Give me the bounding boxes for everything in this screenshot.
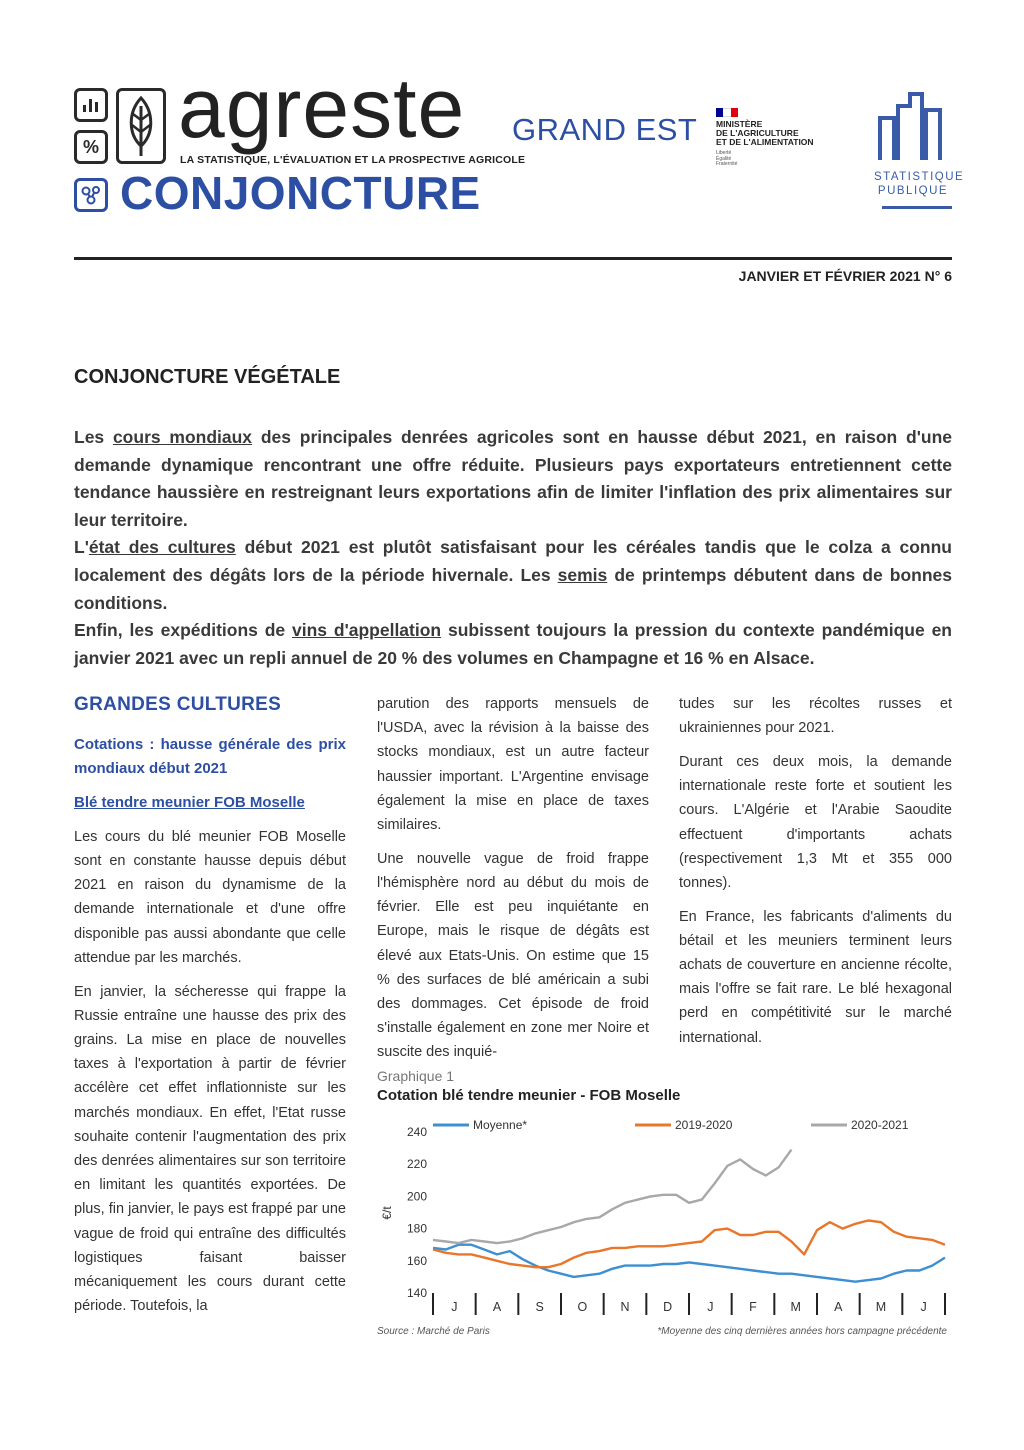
series-line-2 [433,1150,791,1243]
y-axis-label: €/t [380,1206,394,1220]
ministry-logo [716,108,846,168]
link-etat-des-cultures[interactable]: état des cultures [88,537,236,558]
leaf-icon [116,88,166,164]
paragraph: Durant ces deux mois, la demande internationale reste forte et soutient les cours. L'Algérie et l'Arabie Saoudite effectuent d'importants achats (respectivement 1,3 Mt et 355 000 tonnes). [679,753,952,891]
legend-label: Moyenne* [473,1118,528,1132]
chart-canvas [377,1108,952,1343]
paragraph: Les cours du blé meunier FOB Moselle sont en constante hausse depuis début 2021 en raison du dynamisme de la demande internationale et d'une offre disponible pas aussi abondante que celle attendue par les marchés. [74,828,346,966]
stat-pub-line-2: PUBLIQUE [877,185,949,198]
x-tick-label: D [663,1300,673,1314]
motto-liberte: Liberté [716,149,732,156]
ministry-motto [716,151,846,168]
column-1 [74,694,346,1328]
paragraph: tudes sur les récoltes russes et ukrainiennes pour 2021. [679,696,952,737]
stat-pub-line-1: STATISTIQUE [874,171,965,183]
legend-label: 2019-2020 [675,1118,733,1132]
intro-text: de printemps débutent dans de bonnes conditions. [74,564,952,613]
paragraph: En janvier, la sécheresse qui frappe la Russie entraîne une hausse des prix des grains. La mise en place de nouvelles taxes à l'exportation à partir de février accélère cet effet inflationniste sur les marchés mondiaux. En effet, l'Etat russe souhaite contenir l'augmentation des prix des denrées alimentaires sur son territoire en limitant les quantités exportées. De plus, fin janvier, le pays est frappé par une vague de froid qui entraîne des difficultés logistiques faisant baisser mécaniquement les cours durant cette période. Toutefois, la [74,983,346,1315]
bar-chart-icon [74,88,108,122]
agreste-logo-icons [74,88,170,164]
x-tick-label: O [577,1300,588,1314]
statistique-publique-icon [874,86,952,166]
ministry-line-2: DE L'AGRICULTURE [716,127,799,138]
link-semis[interactable]: semis [557,564,608,585]
issue-number: JANVIER ET FÉVRIER 2021 N° 6 [738,268,952,284]
x-tick-label: N [620,1300,630,1314]
section-title: CONJONCTURE VÉGÉTALE [74,366,341,388]
brand-name: agreste [178,61,466,155]
intro-paragraph-2 [74,534,952,617]
intro-text: L' [74,537,89,558]
y-tick-label: 220 [406,1157,427,1172]
x-tick-label: J [920,1300,927,1314]
y-tick-label: 160 [406,1253,427,1268]
masthead [74,61,965,222]
stat-pub-rule [882,206,952,209]
series-name: CONJONCTURE [120,167,481,219]
paragraph: En France, les fabricants d'aliments du bétail et les meuniers terminent leurs achats de couverture en ancienne récolte, mais l'offre se fait rare. Le blé hexagonal perd en compétitivité sur le marché international. [679,908,952,1046]
y-tick-label: 180 [406,1221,427,1236]
brand-tagline: LA STATISTIQUE, L'ÉVALUATION ET LA PROSPECTIVE AGRICOLE [180,154,526,166]
intro-text: Enfin, les expéditions de [74,620,293,641]
x-tick-label: M [875,1300,887,1314]
y-tick-label: 200 [406,1189,427,1204]
column-3 [679,692,952,1059]
paragraph: Une nouvelle vague de froid frappe l'hémisphère nord au début du mois de février. Elle est peu inquiétante en Europe, mais le risque de dégâts est élevé aux Etats-Unis. On estime que 15 % des surfaces de blé américain a subi des dommages. Cet épisode de froid s'installe également en zone mer Noire et suscite des inquié- [377,850,649,1061]
chart-footnote: *Moyenne des cinq dernières années hors campagne précédente [657,1326,947,1337]
x-tick-label: J [707,1300,714,1314]
legend-label: 2020-2021 [851,1118,909,1132]
link-vins-appellation[interactable]: vins d'appellation [292,620,442,641]
y-tick-label: 140 [406,1286,427,1300]
motto-fraternite: Fraternité [716,161,738,168]
link-ble-tendre-fob-moselle[interactable]: Blé tendre meunier FOB Moselle [74,793,305,811]
stat-pub-text [874,170,965,199]
y-tick-label: 240 [406,1125,427,1139]
statistique-publique-logo [874,86,965,214]
ministry-line-1: MINISTÈRE [716,119,763,129]
paragraph: parution des rapports mensuels de l'USDA, avec la révision à la baisse des stocks mondiaux, est un autre facteur haussier important. L'Argentine envisage également la mise en place de taxes similaires. [377,696,649,834]
header-divider [74,257,952,260]
intro-text: début 2021 est plutôt satisfaisant pour les céréales tandis que le colza a connu localement des dégâts lors de la période hivernale. Les [74,537,952,585]
intro-text: des principales denrées agricoles sont en hausse début 2021, en raison d'une demande dynamique rencontrant une offre réduite. Plusieurs pays exportateurs entretiennent cette tendance haussière en restreignant leurs exportations afin de limiter l'inflation des prix alimentaires sur leur territoire. [74,427,952,530]
region-name: GRAND EST [512,112,698,147]
intro-paragraph-3 [74,617,952,672]
ministry-line-3: ET DE L'ALIMENTATION [716,136,814,147]
x-tick-label: A [492,1300,502,1314]
x-tick-label: F [749,1300,757,1314]
graph-caption: Graphique 1 [377,1068,455,1084]
intro-text: subissent toujours la pression du contexte pandémique en janvier 2021 avec un repli annuel de 20 % des volumes en Champagne et 16 % en Alsace. [74,620,952,668]
intro-paragraph-1 [74,424,952,534]
percent-icon: % [74,130,108,164]
price-line-chart [377,1108,952,1343]
subheading-cotations: Cotations : hausse générale des prix mondiaux début 2021 [74,735,346,777]
french-flag-icon [716,108,738,117]
section-heading-grandes-cultures: GRANDES CULTURES [74,694,282,715]
intro-text: Les [74,427,113,447]
column-2 [377,692,649,1074]
x-tick-label: J [451,1300,458,1314]
chart-source: Source : Marché de Paris [377,1326,490,1337]
x-tick-label: A [834,1300,843,1314]
link-cours-mondiaux[interactable]: cours mondiaux [112,427,253,447]
x-tick-label: S [535,1300,544,1314]
series-line-1 [433,1221,945,1268]
intro-summary [74,424,952,672]
graph-title: Cotation blé tendre meunier - FOB Moselle [377,1087,681,1104]
motto-egalite: Égalité [716,155,732,162]
x-tick-label: M [790,1300,801,1314]
network-icon [74,178,108,212]
